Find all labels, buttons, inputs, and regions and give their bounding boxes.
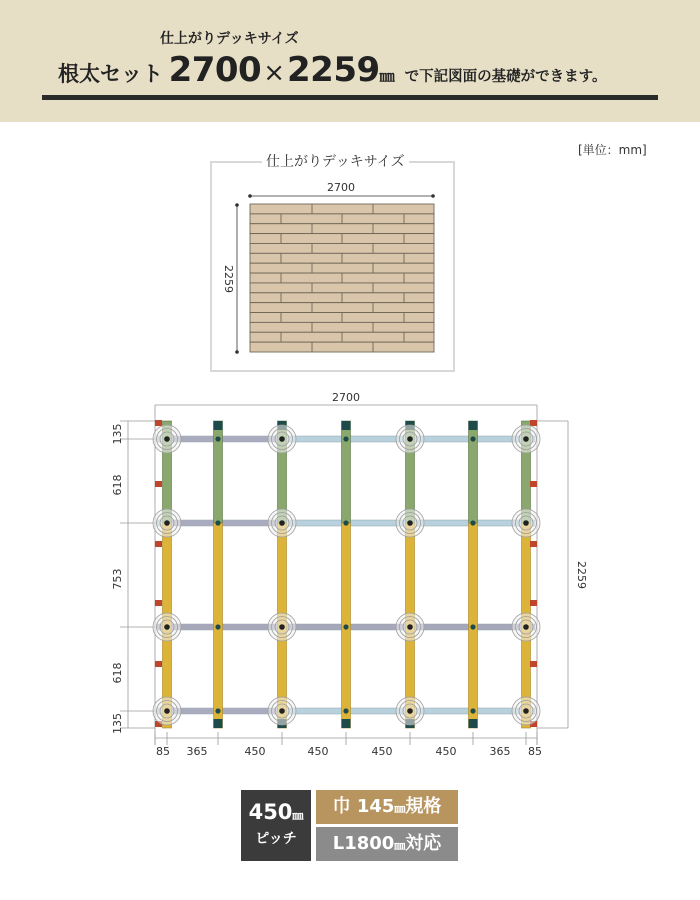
bracket-right [530, 420, 537, 426]
plan-right-dimension-label: 2259 [575, 561, 588, 589]
width-unit: ㎜ [394, 802, 406, 815]
post-center [279, 520, 285, 526]
joist-end-cap [342, 719, 351, 728]
bracket-left [155, 420, 162, 426]
length-unit: ㎜ [394, 839, 406, 852]
joist-end-cap [214, 719, 223, 728]
bracket-left [155, 600, 162, 606]
beam-rail-segment [167, 624, 282, 630]
joist-end-cap [469, 421, 478, 430]
post-center [279, 624, 285, 630]
joist-end-cap [469, 719, 478, 728]
header-depth: 2259 [287, 50, 380, 90]
pitch-value: 450 [248, 800, 293, 824]
plan-bottom-dimension-label: 85 [528, 745, 542, 758]
joist-connector [343, 520, 348, 525]
joist-connector [470, 708, 475, 713]
joist-connector [343, 624, 348, 629]
post-center [164, 708, 170, 714]
post-center [164, 624, 170, 630]
plan-bottom-dimension-label: 450 [371, 745, 393, 758]
beam-rail-segment [167, 520, 282, 526]
post-center [523, 708, 529, 714]
post-center [407, 624, 413, 630]
post-center [407, 520, 413, 526]
width-value: 145 [356, 796, 395, 817]
post-center [279, 436, 285, 442]
post-center [523, 436, 529, 442]
joist-connector [470, 624, 475, 629]
joist-connector [470, 436, 475, 441]
joist-connector [215, 708, 220, 713]
plan-bottom-dimension-label: 365 [186, 745, 208, 758]
joist-green [214, 421, 223, 523]
plan-top-dimension-label: 2700 [332, 391, 360, 404]
post-center [523, 624, 529, 630]
plan-left-dimension-label: 135 [111, 423, 124, 445]
header-subtitle: 仕上がりデッキサイズ [160, 31, 299, 47]
joist-end-cap [214, 421, 223, 430]
joist-end-cap [342, 421, 351, 430]
plan-left-dimension-label: 753 [111, 568, 124, 590]
plan-left-dimension-label: 618 [111, 474, 124, 496]
joist-connector [470, 520, 475, 525]
bracket-left [155, 661, 162, 667]
plan-bottom-dimension-label: 450 [244, 745, 266, 758]
post-center [407, 708, 413, 714]
bracket-right [530, 481, 537, 487]
length-suffix: 対応 [405, 833, 442, 854]
plan-bottom-dimension-label: 450 [307, 745, 329, 758]
joist-connector [215, 520, 220, 525]
bracket-left [155, 541, 162, 547]
header-times: × [263, 58, 286, 88]
joist-green [469, 421, 478, 523]
plan-bottom-dimension-label: 365 [489, 745, 511, 758]
deck-height-label: 2259 [222, 265, 235, 293]
post-center [164, 520, 170, 526]
bracket-right [530, 600, 537, 606]
plan-left-dimension-label: 135 [111, 713, 124, 734]
joist-connector [215, 436, 220, 441]
length-value: 1800 [344, 833, 395, 854]
header-tail: で下記図面の基礎ができます。 [404, 69, 607, 85]
pitch-label: ピッチ [255, 831, 297, 847]
joist-green [342, 421, 351, 523]
bracket-left [155, 481, 162, 487]
deck-width-label: 2700 [327, 181, 355, 194]
plan-bottom-dimension-label: 85 [156, 745, 170, 758]
joist-connector [343, 436, 348, 441]
width-suffix: 規格 [405, 796, 442, 817]
joist-connector [215, 624, 220, 629]
post-center [164, 436, 170, 442]
plan-left-dimension-label: 618 [111, 662, 124, 684]
joist-connector [343, 708, 348, 713]
post-center [523, 520, 529, 526]
post-center [407, 436, 413, 442]
beam-rail-segment [167, 436, 282, 442]
pitch-badge [241, 790, 311, 861]
length-spec-badge [316, 827, 458, 861]
header-lead: 根太セット [58, 62, 163, 86]
beam-rail-segment [167, 708, 282, 714]
post-center [279, 708, 285, 714]
deck-size-title: 仕上がりデッキサイズ [262, 151, 409, 171]
width-spec-badge [316, 790, 458, 824]
unit-note: [単位：mm] [578, 143, 647, 157]
bracket-right [530, 541, 537, 547]
width-prefix: 巾 [332, 796, 351, 817]
pitch-unit: ㎜ [292, 809, 304, 822]
length-prefix: L [332, 833, 345, 854]
plan-bottom-dimension-label: 450 [435, 745, 457, 758]
header-width: 2700 [168, 50, 262, 90]
bracket-right [530, 661, 537, 667]
header-unit: ㎜ [379, 67, 395, 85]
